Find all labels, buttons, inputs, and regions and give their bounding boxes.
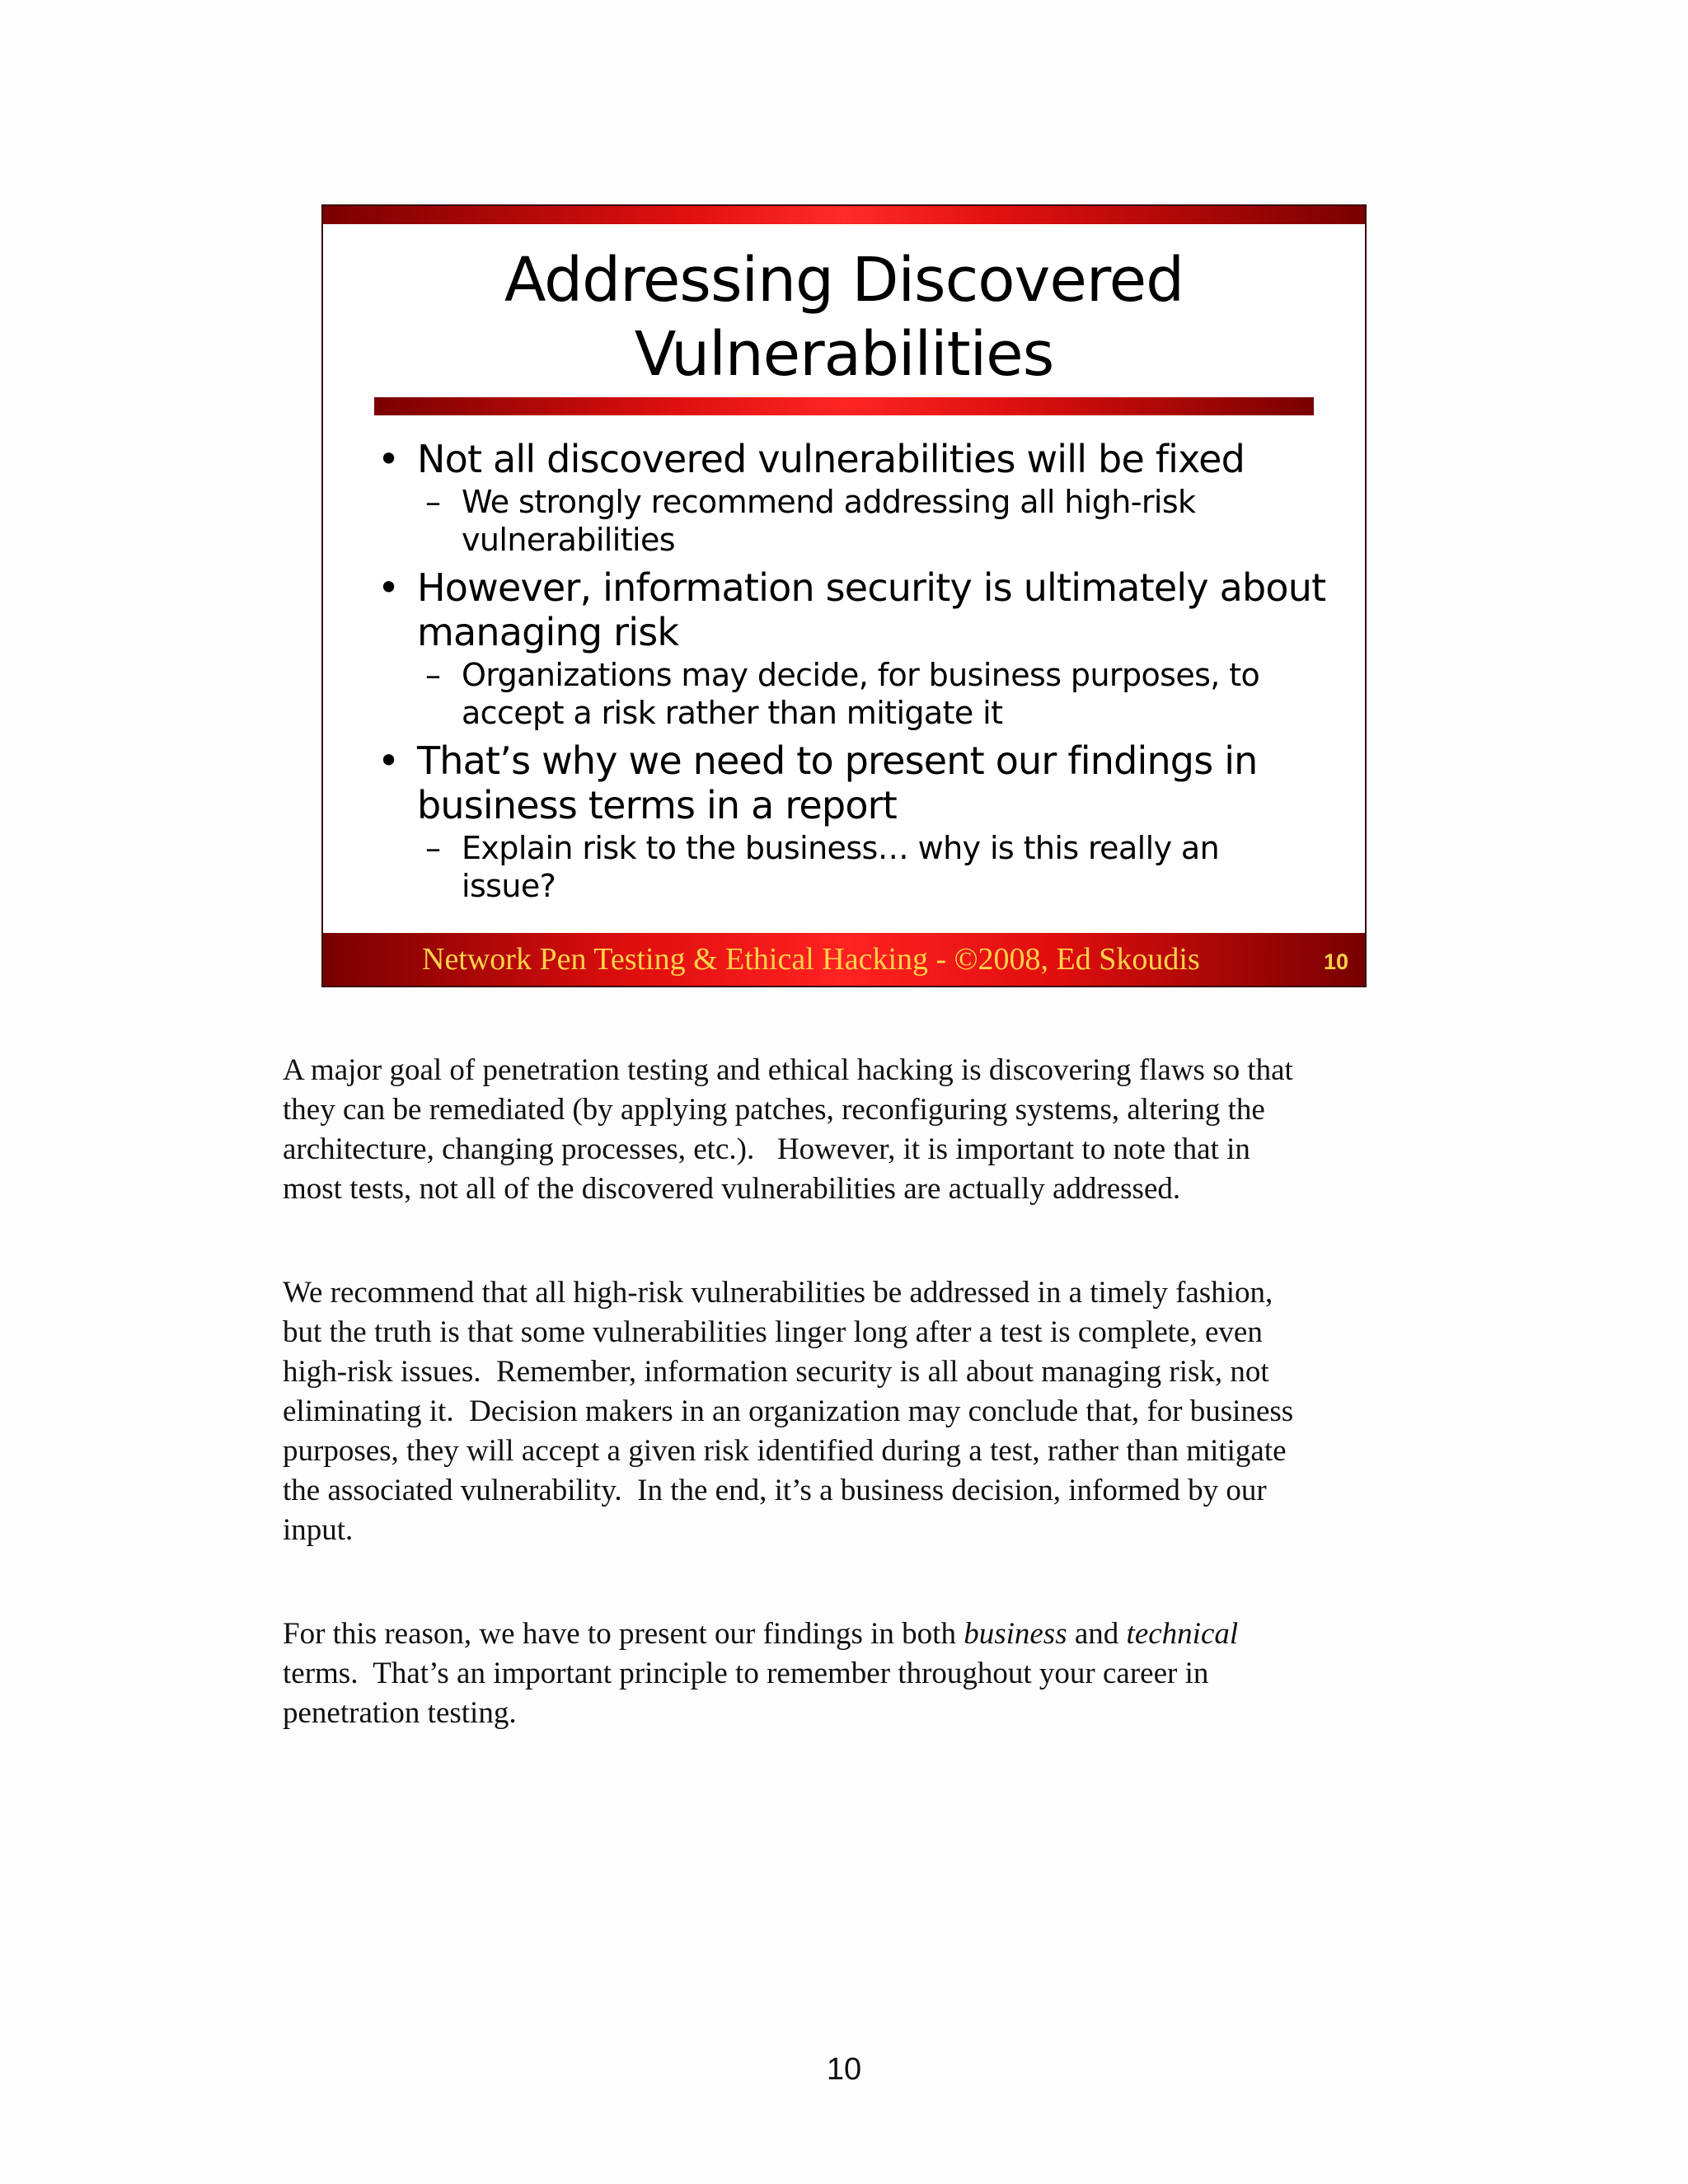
sub-bullet-text: Organizations may decide, for business purposes, to	[462, 657, 1260, 693]
text-run: and	[1067, 1617, 1127, 1651]
bullet-dot: •	[377, 738, 400, 783]
slide-title-line: Addressing Discovered	[504, 245, 1184, 316]
sub-bullet-text: issue?	[462, 868, 556, 904]
slide-footer-text: Network Pen Testing & Ethical Hacking - ©2008, Ed Skoudis	[422, 942, 1200, 977]
sub-bullet-item	[374, 656, 1339, 732]
paragraph-line: they can be remediated (by applying patches, reconfiguring systems, altering the	[283, 1093, 1265, 1127]
paragraph-line: most tests, not all of the discovered vulnerabilities are actually addressed.	[283, 1172, 1181, 1206]
bullet-text: business terms in a report	[417, 783, 898, 827]
sub-bullet-dash: –	[425, 830, 441, 866]
sub-bullet-dash: –	[425, 484, 441, 520]
paragraph-line: high-risk issues. Remember, information security is all about managing risk, not	[283, 1355, 1269, 1389]
slide-title-line: Vulnerabilities	[634, 319, 1054, 390]
sub-bullet-text: vulnerabilities	[462, 522, 675, 558]
bullet-text: That’s why we need to present our findings in	[417, 738, 1258, 783]
bullet-text: However, information security is ultimately about	[417, 565, 1326, 610]
sub-bullet-dash: –	[425, 657, 441, 693]
sub-bullet-text: Explain risk to the business… why is this really an	[462, 830, 1220, 866]
bullet-item	[374, 738, 1339, 827]
paragraph-line: input.	[283, 1513, 354, 1547]
text-run: For this reason, we have to present our findings in both	[283, 1617, 964, 1651]
title-divider	[374, 397, 1314, 415]
paragraph-3	[283, 1615, 1404, 1733]
emphasis-technical: technical	[1126, 1617, 1239, 1651]
bullet-item	[374, 437, 1339, 481]
paragraph-2	[283, 1273, 1404, 1550]
bullet-dot: •	[377, 437, 400, 481]
bullet-text: managing risk	[417, 610, 679, 654]
paragraph-line: purposes, they will accept a given risk identified during a test, rather than mitigate	[283, 1434, 1287, 1468]
paragraph-line: A major goal of penetration testing and ethical hacking is discovering flaws so that	[283, 1053, 1293, 1087]
slide-bullet-list	[374, 430, 1339, 905]
bullet-text: Not all discovered vulnerabilities will be fixed	[417, 437, 1245, 481]
paragraph-line: the associated vulnerability. In the end, it’s a business decision, informed by our	[283, 1474, 1267, 1507]
bullet-dot: •	[377, 565, 400, 610]
sub-bullet-text: We strongly recommend addressing all high-risk	[462, 484, 1196, 520]
paragraph-1	[283, 1051, 1404, 1209]
slide-footer-bar	[323, 933, 1365, 986]
paragraph-line: but the truth is that some vulnerabilities linger long after a test is complete, even	[283, 1315, 1263, 1349]
paragraph-line: terms. That’s an important principle to remember throughout your career in	[283, 1657, 1209, 1690]
slide-image	[321, 204, 1367, 987]
paragraph-line: architecture, changing processes, etc.). However, it is important to note that in	[283, 1132, 1250, 1166]
bullet-item	[374, 565, 1339, 654]
slide-title	[323, 243, 1365, 391]
paragraph-line: We recommend that all high-risk vulnerabilities be addressed in a timely fashion,	[283, 1276, 1273, 1310]
paragraph-line: penetration testing.	[283, 1696, 517, 1730]
paragraph-line: eliminating it. Decision makers in an organization may conclude that, for business	[283, 1394, 1294, 1428]
sub-bullet-text: accept a risk rather than mitigate it	[462, 695, 1003, 731]
sub-bullet-item	[374, 829, 1339, 905]
slide-top-bar	[323, 206, 1365, 224]
emphasis-business: business	[964, 1617, 1067, 1651]
slide-number: 10	[1323, 949, 1348, 974]
sub-bullet-item	[374, 483, 1339, 559]
page-number: 10	[826, 2052, 862, 2087]
paragraph-line	[283, 1615, 1404, 1654]
